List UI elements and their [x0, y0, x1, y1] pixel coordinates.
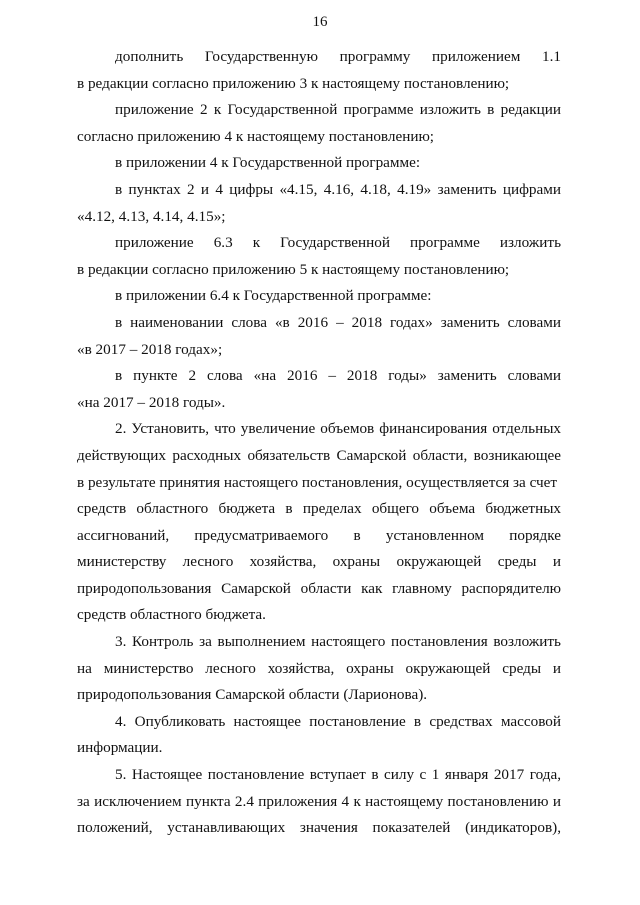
text-line: информации.	[77, 739, 163, 757]
text-line: приложение 6.3 к Государственной программе изложить	[115, 234, 561, 252]
page-number: 16	[312, 14, 328, 30]
text-line: 3. Контроль за выполнением настоящего постановления возложить	[115, 633, 561, 651]
text-line: в редакции согласно приложению 3 к настоящему постановлению;	[77, 74, 510, 92]
text-line: в результате принятия настоящего постановления, осуществляется за счет	[77, 473, 558, 491]
text-line: положений, устанавливающих значения показателей (индикаторов),	[77, 819, 561, 837]
document-body	[77, 44, 561, 842]
text-line: в пункте 2 слова «на 2016 – 2018 годы» заменить словами	[115, 367, 561, 385]
text-line: согласно приложению 4 к настоящему постановлению;	[77, 127, 435, 145]
text-line: 5. Настоящее постановление вступает в силу с 1 января 2017 года,	[115, 766, 561, 784]
text-line: природопользования Самарской области как главному распорядителю	[77, 579, 561, 597]
text-line: 2. Установить, что увеличение объемов финансирования отдельных	[115, 420, 561, 438]
text-line: в наименовании слова «в 2016 – 2018 годах» заменить словами	[115, 313, 561, 331]
text-line: природопользования Самарской области (Ларионова).	[77, 686, 428, 704]
text-line: за исключением пункта 2.4 приложения 4 к настоящему постановлению и	[77, 792, 561, 810]
text-line: на министерство лесного хозяйства, охраны окружающей среды и	[77, 659, 561, 677]
text-line: в редакции согласно приложению 5 к настоящему постановлению;	[77, 260, 510, 278]
text-line: в приложении 6.4 к Государственной программе:	[115, 287, 432, 305]
text-line: средств областного бюджета в пределах общего объема бюджетных	[77, 500, 561, 518]
text-line: «в 2017 – 2018 годах»;	[77, 340, 223, 358]
text-line: средств областного бюджета.	[77, 606, 266, 624]
text-line: действующих расходных обязательств Самарской области, возникающее	[77, 446, 561, 464]
text-line: министерству лесного хозяйства, охраны окружающей среды и	[77, 553, 561, 571]
text-line: в приложении 4 к Государственной программе:	[115, 154, 421, 172]
text-line: «4.12, 4.13, 4.14, 4.15»;	[77, 207, 226, 225]
text-line: 4. Опубликовать настоящее постановление в средствах массовой	[115, 712, 561, 730]
text-line: дополнить Государственную программу приложением 1.1	[115, 48, 561, 65]
text-line: ассигнований, предусматриваемого в установленном порядке	[77, 526, 561, 544]
text-line: приложение 2 к Государственной программе изложить в редакции	[115, 101, 561, 119]
text-line: «на 2017 – 2018 годы».	[77, 393, 226, 411]
text-line: в пунктах 2 и 4 цифры «4.15, 4.16, 4.18, 4.19» заменить цифрами	[115, 180, 561, 198]
